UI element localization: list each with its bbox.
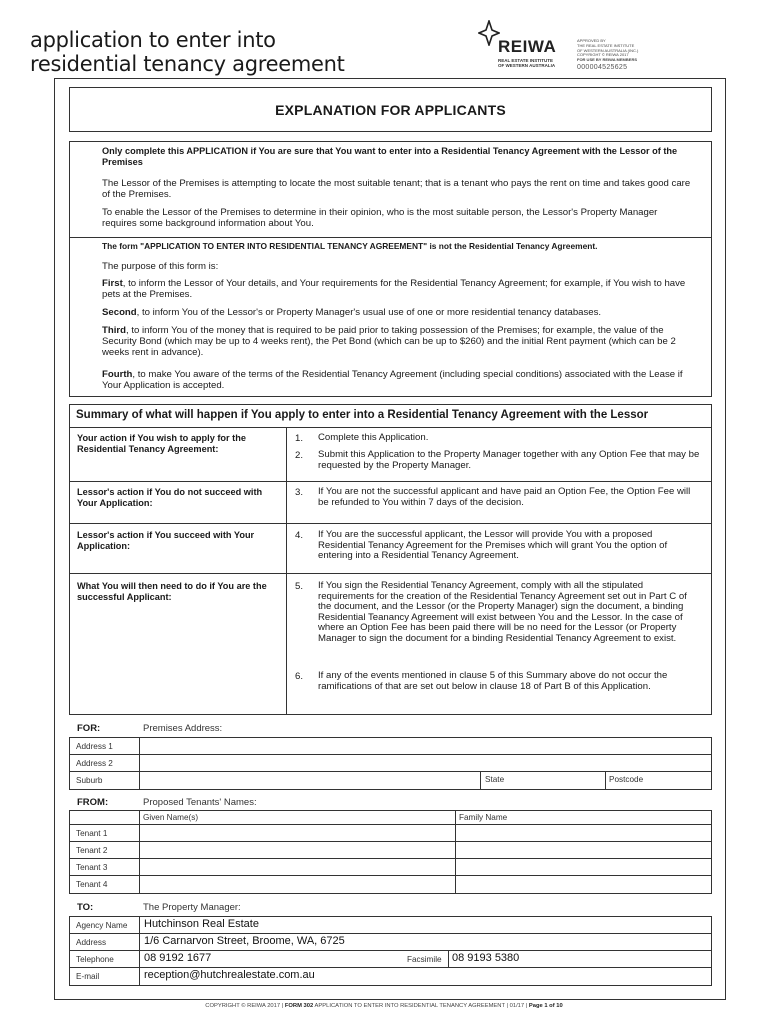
given-name-header bbox=[139, 811, 455, 824]
tenant-given-name-field[interactable] bbox=[139, 842, 455, 858]
telephone-field[interactable] bbox=[139, 951, 404, 967]
facsimile-field[interactable] bbox=[448, 951, 711, 967]
first-text: , to inform the Lessor of Your details, and Your requirements for the Residential Tenancy Agreement; for example, if You wish to have pets at the Premises. bbox=[102, 278, 686, 300]
summary-item-number: 3. bbox=[295, 487, 304, 498]
logo-word: REIWA bbox=[498, 37, 557, 56]
suburb-label: Suburb bbox=[76, 776, 103, 785]
footer-form-number: FORM 302 bbox=[284, 1003, 314, 1009]
telephone-value: 08 9192 1677 bbox=[144, 952, 212, 964]
tenant-label: Tenant 1 bbox=[76, 829, 108, 838]
tenant-row bbox=[70, 842, 711, 859]
email-value: reception@hutchrealestate.com.au bbox=[144, 969, 315, 981]
logo-sub-2: OF WESTERN AUSTRALIA bbox=[498, 63, 556, 68]
tenant-given-name-field[interactable] bbox=[139, 859, 455, 875]
tenant-row bbox=[70, 825, 711, 842]
suburb-field[interactable] bbox=[139, 772, 480, 789]
summary-item-text: Submit this Application to the Property Manager together with any Option Fee that may be requested by the Property Manager. bbox=[318, 449, 700, 471]
second-text: , to inform You of the Lessor's or Property Manager's usual use of one or more residential tenancy databases. bbox=[136, 307, 602, 318]
explanation-heading-box bbox=[69, 87, 712, 132]
approval-notice bbox=[577, 39, 687, 72]
summary-row-divider bbox=[70, 481, 711, 482]
logo-sub-1: REAL ESTATE INSTITUTE bbox=[498, 58, 554, 63]
tenant-family-name-field[interactable] bbox=[455, 825, 711, 841]
summary-item-number: 6. bbox=[295, 671, 304, 682]
proposed-tenants-label: Proposed Tenants' Names: bbox=[143, 797, 257, 808]
facsimile-value: 08 9193 5380 bbox=[452, 952, 520, 964]
title-line-2: residential tenancy agreement bbox=[30, 52, 345, 76]
fourth-text: , to make You aware of the terms of the Residential Tenancy Agreement (including special conditions) associated with the Lease if Your Application is accepted. bbox=[102, 369, 683, 391]
tenant-family-name-field[interactable] bbox=[455, 859, 711, 875]
address1-row bbox=[70, 738, 711, 755]
tenant-label: Tenant 4 bbox=[76, 880, 108, 889]
agency-row bbox=[70, 917, 711, 934]
facsimile-label: Facsimile bbox=[407, 955, 442, 964]
address-label: Address bbox=[76, 938, 107, 947]
summary-item-number: 1. bbox=[295, 433, 304, 444]
email-label: E-mail bbox=[76, 972, 100, 981]
footer-copyright: COPYRIGHT © REIWA 2017 | bbox=[205, 1003, 284, 1009]
explanation-info-box bbox=[69, 141, 712, 397]
email-row bbox=[70, 968, 711, 985]
family-name-header bbox=[455, 811, 711, 824]
approval-line: APPROVED BY bbox=[577, 38, 606, 43]
summary-row1-label: Your action if You wish to apply for the Residential Tenancy Agreement: bbox=[77, 433, 246, 454]
third-text: , to inform You of the money that is required to be paid prior to taking possession of the Premises; for example, the value of the Security Bond (which may be up to 4 weeks rent), the Pet Bond (which can be up to $260) and the initial Rent payment (which can be 2 weeks rent in advance). bbox=[102, 325, 676, 358]
address2-label: Address 2 bbox=[76, 759, 113, 768]
address1-field[interactable] bbox=[139, 738, 711, 754]
address1-label: Address 1 bbox=[76, 742, 113, 751]
phone-row bbox=[70, 951, 711, 968]
telephone-label: Telephone bbox=[76, 955, 114, 964]
premises-address-label: Premises Address: bbox=[143, 723, 223, 734]
summary-item-text: If any of the events mentioned in clause 5 of this Summary above do not occur the ramifications of that are set out below in clause 18 of Part B of this Application. bbox=[318, 670, 668, 692]
summary-column-divider bbox=[286, 428, 287, 714]
approval-line: THE REAL ESTATE INSTITUTE bbox=[577, 42, 635, 48]
tenant-row bbox=[70, 859, 711, 876]
approval-line: COPYRIGHT © REIWA 2017 bbox=[577, 52, 629, 58]
given-name-label: Given Name(s) bbox=[143, 813, 199, 822]
explanation-heading: EXPLANATION FOR APPLICANTS bbox=[275, 101, 506, 118]
address2-row bbox=[70, 755, 711, 772]
for-label: FOR: bbox=[77, 723, 101, 734]
tenant-label: Tenant 3 bbox=[76, 863, 108, 872]
agency-label: Agency Name bbox=[76, 921, 128, 930]
summary-item-number: 5. bbox=[295, 581, 304, 592]
summary-item-text: Complete this Application. bbox=[318, 432, 429, 443]
summary-item-text: If You are the successful applicant, the Lessor will provide You with a proposed Residential Tenancy Agreement for the Premises which will grant You the option of entering into a Residential Tenancy Agreement. bbox=[318, 529, 668, 561]
logo-subtitle bbox=[498, 58, 558, 68]
approval-line: OF WESTERN AUSTRALIA (INC.) bbox=[577, 47, 639, 53]
summary-row4-label: What You will then need to do if You are the successful Applicant: bbox=[77, 581, 267, 602]
agency-value: Hutchinson Real Estate bbox=[144, 918, 259, 930]
to-label: TO: bbox=[77, 902, 94, 913]
purpose-fourth bbox=[102, 369, 692, 391]
address2-field[interactable] bbox=[139, 755, 711, 771]
summary-item-number: 4. bbox=[295, 530, 304, 541]
first-keyword: First bbox=[102, 278, 123, 289]
serial-number: 000004525625 bbox=[577, 63, 628, 71]
address-row bbox=[70, 934, 711, 951]
summary-box bbox=[69, 404, 712, 715]
para-2: To enable the Lessor of the Premises to determine in their opinion, who is the most suitable person, the Lessor's Property Manager requires some background information about You. bbox=[102, 207, 658, 229]
info-divider bbox=[70, 237, 711, 238]
purpose-third bbox=[102, 325, 692, 358]
document-title bbox=[30, 28, 345, 76]
address-field[interactable] bbox=[139, 934, 711, 950]
second-keyword: Second bbox=[102, 307, 137, 318]
notice-bold: The form "APPLICATION TO ENTER INTO RESIDENTIAL TENANCY AGREEMENT" is not the Residential Tenancy Agreement. bbox=[102, 241, 598, 251]
reiwa-star-icon bbox=[478, 20, 500, 46]
postcode-label: Postcode bbox=[609, 775, 644, 784]
summary-row2-label: Lessor's action if You do not succeed with Your Application: bbox=[77, 487, 263, 508]
tenant-given-name-field[interactable] bbox=[139, 825, 455, 841]
title-line-1: application to enter into bbox=[30, 28, 276, 52]
summary-item-text: If You sign the Residential Tenancy Agreement, comply with all the stipulated requirements for the creation of the Residential Tenancy Agreement set out in Part C of the document, and the Lessor (or the Property Manager) sign the document, a binding Residential Teanancy Agreement will exist between You and the Lessor. In the case of where an Option Fee has been paid there will be no need for the Lessor (or Property Manager to sign the document for a binding Residential Tenancy Agreement to exist. bbox=[318, 580, 687, 644]
third-keyword: Third bbox=[102, 325, 126, 336]
postcode-field[interactable] bbox=[605, 772, 711, 789]
para-1: The Lessor of the Premises is attempting to locate the most suitable tenant; that is a tenant who pays the rent on time and takes good care of the Premises. bbox=[102, 178, 691, 200]
fourth-keyword: Fourth bbox=[102, 369, 133, 380]
footer-page-number: Page 1 of 10 bbox=[528, 1003, 563, 1009]
approval-line: FOR USE BY REIWA MEMBERS bbox=[577, 57, 638, 63]
email-field[interactable] bbox=[139, 968, 711, 985]
address-value: 1/6 Carnarvon Street, Broome, WA, 6725 bbox=[144, 935, 345, 947]
tenant-family-name-field[interactable] bbox=[455, 842, 711, 858]
intro-bold: Only complete this APPLICATION if You are sure that You want to enter into a Residential Tenancy Agreement with the Lessor of the Premises bbox=[102, 146, 678, 167]
tenants-grid bbox=[69, 810, 712, 894]
summary-title: Summary of what will happen if You apply to enter into a Residential Tenancy Agreement with the Lessor bbox=[70, 405, 711, 428]
summary-row-divider bbox=[70, 573, 711, 574]
purpose-second bbox=[102, 307, 692, 318]
tenant-label: Tenant 2 bbox=[76, 846, 108, 855]
footer-form-title: APPLICATION TO ENTER INTO RESIDENTIAL TENANCY AGREEMENT | 01/17 | bbox=[314, 1003, 528, 1009]
property-manager-grid bbox=[69, 916, 712, 986]
premises-address-grid bbox=[69, 737, 712, 790]
suburb-row bbox=[70, 772, 711, 789]
tenant-row bbox=[70, 876, 711, 893]
agency-field[interactable] bbox=[139, 917, 711, 933]
summary-item-text: If You are not the successful applicant and have paid an Option Fee, the Option Fee will be refunded to You within 7 days of the decision. bbox=[318, 486, 691, 508]
summary-row-divider bbox=[70, 523, 711, 524]
reiwa-logo bbox=[478, 20, 573, 80]
purpose-text: The purpose of this form is: bbox=[102, 261, 219, 272]
property-manager-label: The Property Manager: bbox=[143, 902, 241, 913]
from-label: FROM: bbox=[77, 797, 109, 808]
family-name-label: Family Name bbox=[459, 813, 508, 822]
state-label: State bbox=[485, 775, 505, 784]
summary-item-number: 2. bbox=[295, 450, 304, 461]
summary-row3-label: Lessor's action if You succeed with Your Application: bbox=[77, 530, 255, 551]
purpose-first bbox=[102, 278, 692, 300]
tenant-given-name-field[interactable] bbox=[139, 876, 455, 893]
state-field[interactable] bbox=[480, 772, 605, 789]
tenants-header-row bbox=[70, 811, 711, 825]
tenant-family-name-field[interactable] bbox=[455, 876, 711, 893]
page-footer bbox=[0, 1003, 768, 1009]
